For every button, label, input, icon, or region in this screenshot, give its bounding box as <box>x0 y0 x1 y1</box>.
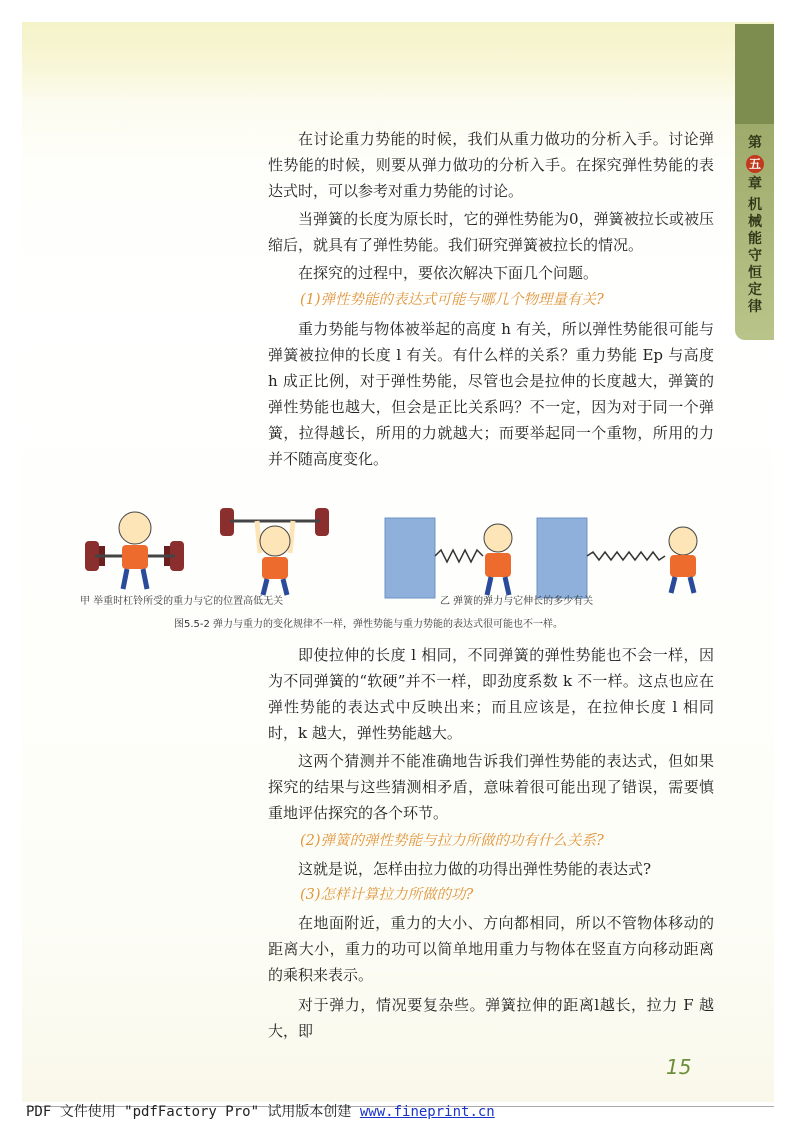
weightlifter-high <box>220 508 329 595</box>
footer-text: PDF 文件使用 "pdfFactory Pro" 试用版本创建 <box>26 1104 360 1120</box>
chapter-title-char: 械 <box>748 214 762 230</box>
paragraph-stiffness: 即使拉伸的长度 l 相同，不同弹簧的弹性势能也不会一样，因为不同弹簧的“软硬”并不一样，即劲度系数 k 不一样。这点也应在弹性势能的表达式中反映出来；而且应该是，在拉伸长度 l 相同时，k 越大，弹性势能越大。 <box>268 646 714 742</box>
chapter-title-char: 能 <box>748 231 762 247</box>
chapter-title-char: 机 <box>748 197 762 213</box>
page-number: 15 <box>666 1055 692 1079</box>
figure-illustration <box>75 488 725 628</box>
chapter-title-char: 守 <box>748 248 762 264</box>
paragraph-elastic-force: 对于弹力，情况要复杂些。弹簧拉伸的距离l越长，拉力 F 越大，即 <box>268 996 714 1040</box>
weightlifter-low <box>85 512 184 589</box>
spring-long <box>537 518 697 598</box>
chapter-char-2: 章 <box>748 176 762 192</box>
figure-caption-main: 图5.5-2 弹力与重力的变化规律不一样，弹性势能与重力势能的表达式很可能也不一样。 <box>174 619 564 630</box>
chapter-title-char: 定 <box>748 282 762 298</box>
chapter-side-tab-top <box>735 24 774 124</box>
chapter-tab-label <box>742 135 768 316</box>
question-3: (3)怎样计算拉力所做的功? <box>300 887 474 903</box>
chapter-char-1: 第 <box>748 135 762 151</box>
spring-short <box>385 518 512 598</box>
chapter-title-char: 恒 <box>748 265 762 281</box>
top-header-band <box>22 22 774 102</box>
chapter-title-char: 律 <box>748 299 762 315</box>
chapter-number-badge: 五 <box>746 155 764 173</box>
question-2: (2)弹簧的弹性势能与拉力所做的功有什么关系? <box>300 833 604 849</box>
paragraph-gravity-comparison: 重力势能与物体被举起的高度 h 有关，所以弹性势能很可能与弹簧被拉伸的长度 l 有关。有什么样的关系？重力势能 Ep 与高度 h 成正比例，对于弹性势能，尽管也会是拉伸的长度越大，弹簧的弹性势能也越大，但会是正比关系吗？不一定，因为对于同一个弹簧，拉得越长，所用的力就越大；而要举起同一个重物，所用的力并不随高度变化。 <box>268 320 714 468</box>
paragraph-work-to-energy: 这就是说，怎样由拉力做的功得出弹性势能的表达式? <box>298 860 652 878</box>
footer-banner <box>26 1101 495 1121</box>
paragraph-spring-length: 当弹簧的长度为原长时，它的弹性势能为0，弹簧被拉长或被压缩后，就具有了弹性势能。我们研究弹簧被拉长的情况。 <box>268 210 714 254</box>
chapter-title <box>742 197 768 316</box>
paragraph-steps: 在探究的过程中，要依次解决下面几个问题。 <box>298 264 599 282</box>
figure-caption-b: 乙 弹簧的弹力与它伸长的多少有关 <box>440 596 594 607</box>
figure-caption-a: 甲 举重时杠铃所受的重力与它的位置高低无关 <box>80 596 284 607</box>
question-1: (1)弹性势能的表达式可能与哪几个物理量有关? <box>300 292 604 308</box>
footer-link[interactable]: www.fineprint.cn <box>359 1104 495 1120</box>
paragraph-gravity-work: 在地面附近，重力的大小、方向都相同，所以不管物体移动的距离大小，重力的功可以简单地用重力与物体在竖直方向移动距离的乘积来表示。 <box>268 914 714 984</box>
paragraph-intro: 在讨论重力势能的时候，我们从重力做功的分析入手。讨论弹性势能的时候，则要从弹力做功的分析入手。在探究弹性势能的表达式时，可以参考对重力势能的讨论。 <box>268 130 714 200</box>
paragraph-guesses: 这两个猜测并不能准确地告诉我们弹性势能的表达式，但如果探究的结果与这些猜测相矛盾，意味着很可能出现了错误，需要慎重地评估探究的各个环节。 <box>268 752 714 822</box>
